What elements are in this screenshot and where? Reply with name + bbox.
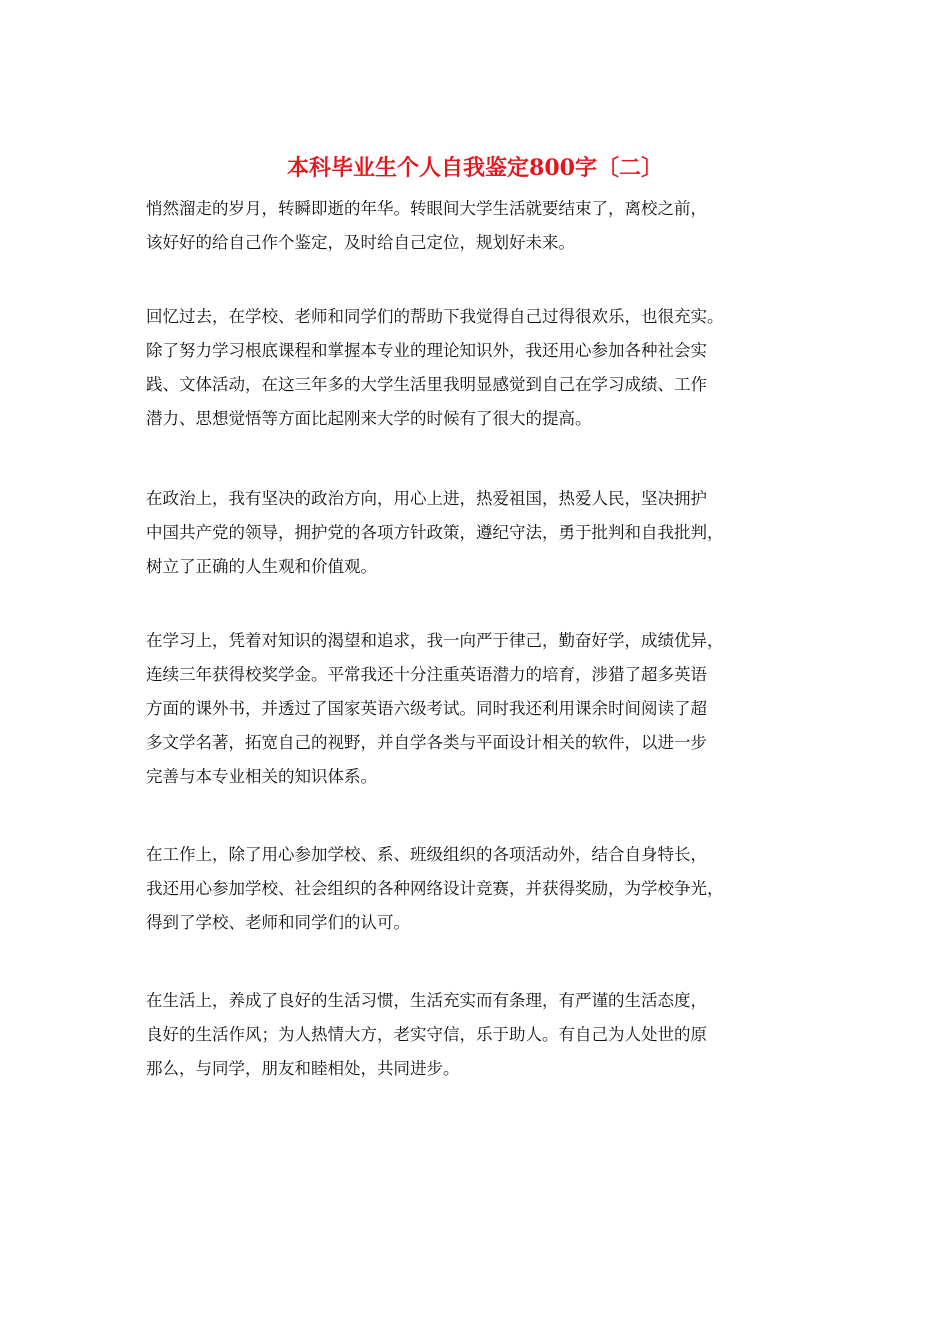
paragraph-3-line-3: 树立了正确的人生观和价值观。 <box>146 557 377 576</box>
paragraph-2-line-3: 践、文体活动，在这三年多的大学生活里我明显感觉到自己在学习成绩、工作 <box>146 375 707 394</box>
paragraph-2-line-2: 除了努力学习根底课程和掌握本专业的理论知识外，我还用心参加各种社会实 <box>146 341 707 360</box>
paragraph-5-line-2: 我还用心参加学校、社会组织的各种网络设计竞赛，并获得奖励，为学校争光， <box>146 879 724 898</box>
paragraph-5-line-3: 得到了学校、老师和同学们的认可。 <box>146 913 410 932</box>
paragraph-4-line-4: 多文学名著，拓宽自己的视野，并自学各类与平面设计相关的软件，以进一步 <box>146 733 707 752</box>
paragraph-6-line-2: 良好的生活作风；为人热情大方，老实守信，乐于助人。有自己为人处世的原 <box>146 1025 707 1044</box>
paragraph-4-line-1: 在学习上，凭着对知识的渴望和追求，我一向严于律己，勤奋好学，成绩优异， <box>146 631 724 650</box>
paragraph-4-line-3: 方面的课外书，并透过了国家英语六级考试。同时我还利用课余时间阅读了超 <box>146 699 707 718</box>
paragraph-1-line-2: 该好好的给自己作个鉴定，及时给自己定位，规划好未来。 <box>146 233 575 252</box>
paragraph-6-line-1: 在生活上，养成了良好的生活习惯，生活充实而有条理，有严谨的生活态度， <box>146 991 707 1010</box>
paragraph-4-line-2: 连续三年获得校奖学金。平常我还十分注重英语潜力的培育，涉猎了超多英语 <box>146 665 707 684</box>
paragraph-3-line-2: 中国共产党的领导，拥护党的各项方针政策，遵纪守法，勇于批判和自我批判， <box>146 523 724 542</box>
paragraph-2-line-1: 回忆过去，在学校、老师和同学们的帮助下我觉得自己过得很欢乐，也很充实。 <box>146 307 724 326</box>
paragraph-6-line-3: 那么，与同学，朋友和睦相处，共同进步。 <box>146 1059 460 1078</box>
paragraph-1-line-1: 悄然溜走的岁月，转瞬即逝的年华。转眼间大学生活就要结束了，离校之前， <box>146 199 707 218</box>
paragraph-2-line-4: 潜力、思想觉悟等方面比起刚来大学的时候有了很大的提高。 <box>146 409 592 428</box>
document-title: 本科毕业生个人自我鉴定800字〔二〕 <box>287 155 663 181</box>
paragraph-5-line-1: 在工作上，除了用心参加学校、系、班级组织的各项活动外，结合自身特长， <box>146 845 707 864</box>
paragraph-3-line-1: 在政治上，我有坚决的政治方向，用心上进，热爱祖国，热爱人民，坚决拥护 <box>146 489 707 508</box>
paragraph-4-line-5: 完善与本专业相关的知识体系。 <box>146 767 377 786</box>
